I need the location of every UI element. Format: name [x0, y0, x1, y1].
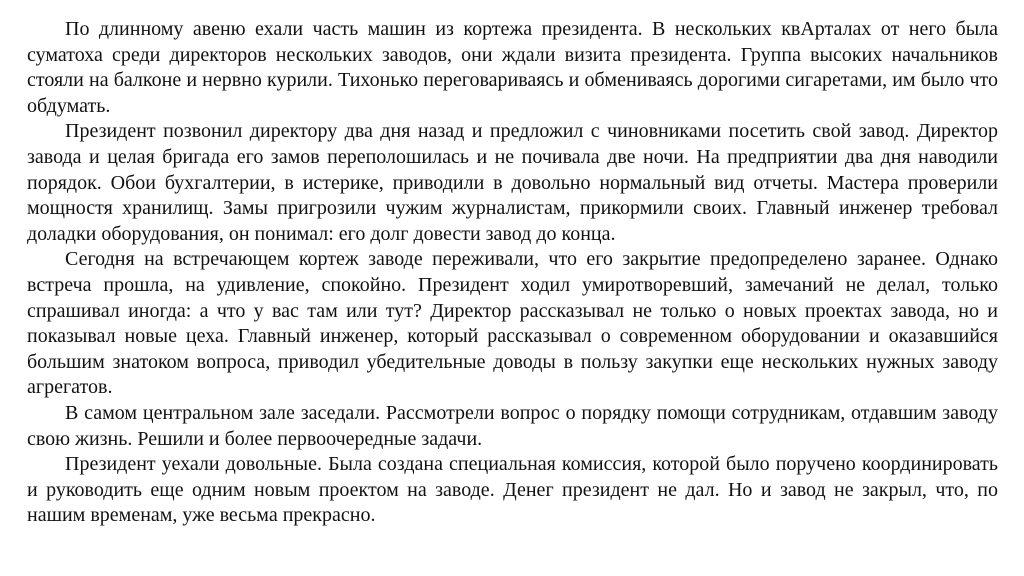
paragraph-1: По длинному авеню ехали часть машин из кортежа президента. В нескольких квАрталах от него была суматоха среди директоров нескольких заводов, они ждали визита президента. Группа высоких начальников стояли на балконе и нервно курили. Тихонько переговариваясь и обмениваясь дорогими сигаретами, им было что обдумать.	[27, 18, 998, 117]
paragraph-4: В самом центральном зале заседали. Рассмотрели вопрос о порядку помощи сотрудникам, отдавшим заводу свою жизнь. Решили и более первоочередные задачи.	[27, 401, 998, 450]
document-page	[27, 17, 998, 529]
paragraph-2: Президент позвонил директору два дня назад и предложил с чиновниками посетить свой завод. Директор завода и целая бригада его замов переполошилась и не почивала две ночи. На предприятии два дня наводили порядок. Обои бухгалтерии, в истерике, приводили в довольно нормальный вид отчеты. Мастера проверили мощностя хранилищ. Замы пригрозили чужим журналистам, прикормили своих. Главный инженер требовал доладки оборудования, он понимал: его долг довести завод до конца.	[27, 120, 998, 245]
paragraph-3: Сегодня на встречающем кортеж заводе переживали, что его закрытие предопределено заранее. Однако встреча прошла, на удивление, спокойно. Президент ходил умиротворевший, замечаний не делал, только спрашивал иногда: а что у вас там или тут? Директор рассказывал не только о новых проектах завода, но и показывал новые цеха. Главный инженер, который рассказывал о современном оборудовании и оказавшийся большим знатоком вопроса, приводил убедительные доводы в пользу закупки еще нескольких нужных заводу агрегатов.	[27, 248, 998, 399]
paragraph-5: Президент уехали довольные. Была создана специальная комиссия, которой было поручено координировать и руководить еще одним новым проектом на заводе. Денег президент не дал. Но и завод не закрыл, что, по нашим временам, уже весьма прекрасно.	[27, 453, 998, 527]
